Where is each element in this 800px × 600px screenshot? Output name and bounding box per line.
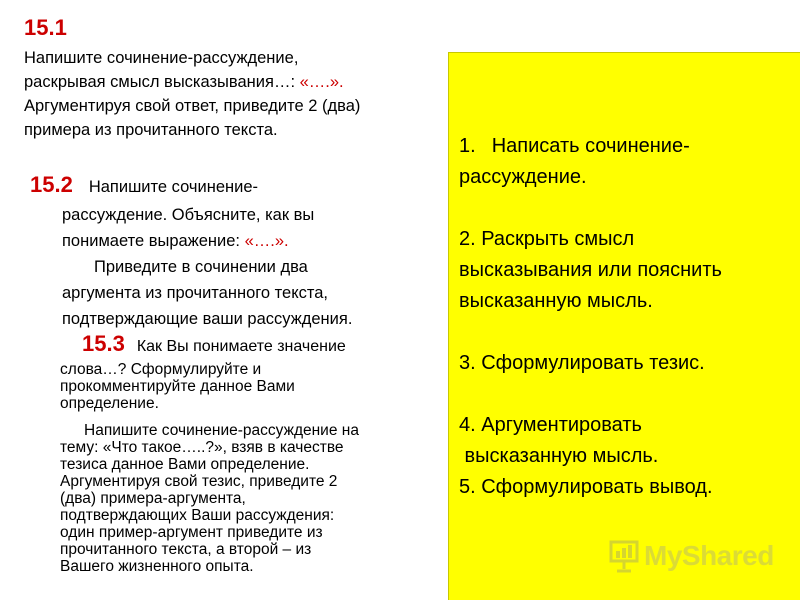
text-line [60, 330, 445, 361]
task-15-1-text [24, 46, 464, 142]
text-line [62, 228, 450, 254]
text-segment: понимаете выражение: [62, 232, 245, 250]
text-segment: Написать сочинение- [491, 135, 690, 157]
plan-list [459, 131, 794, 503]
watermark-text: MyShared [644, 540, 774, 571]
text-line: определение. [60, 395, 159, 412]
text-segment: Напишите сочинение-рассуждение на [84, 422, 359, 439]
text-segment: Как Вы понимаете значение [136, 338, 346, 355]
text-line: высказывания или пояснить [459, 259, 722, 281]
task-number-15-3: 15.3 [82, 331, 125, 356]
task-number-15-2: 15.2 [30, 172, 73, 197]
text-line: Напишите сочинение-рассуждение, [24, 49, 299, 67]
text-line: Вашего жизненного опыта. [60, 558, 254, 575]
item-number: 1. [459, 135, 476, 157]
quote-placeholder: «….». [244, 232, 289, 250]
text-line [24, 70, 464, 94]
presentation-board-icon [608, 539, 640, 573]
task-15-3 [60, 330, 445, 575]
plan-panel [448, 52, 800, 600]
task-number-15-1: 15.1 [24, 15, 67, 40]
text-line: прочитанного текста, а второй – из [60, 541, 312, 558]
plan-item-1 [459, 131, 794, 162]
plan-item-4: 4. Аргументировать [459, 414, 642, 436]
plan-item-5: 5. Сформулировать вывод. [459, 476, 713, 498]
text-line: (два) примера-аргумента, [60, 490, 246, 507]
task-15-2 [30, 170, 450, 332]
text-segment: Приведите в сочинении два [94, 258, 308, 276]
text-line: аргумента из прочитанного текста, [62, 284, 329, 302]
text-line: подтверждающих Ваши рассуждения: [60, 507, 335, 524]
text-line: Аргументируя свой ответ, приведите 2 (два) [24, 97, 361, 115]
text-line: высказанную мысль. [459, 445, 659, 467]
text-segment: Напишите сочинение- [88, 178, 259, 196]
text-line [62, 254, 450, 280]
task-15-2-text [30, 202, 450, 332]
text-line [30, 170, 450, 202]
task-15-3-paragraph-1 [60, 361, 445, 412]
watermark [608, 536, 774, 576]
text-line: высказанную мысль. [459, 290, 653, 312]
text-line: тезиса данное Вами определение. [60, 456, 310, 473]
text-line: подтверждающие ваши рассуждения. [62, 310, 353, 328]
text-line: прокомментируйте данное Вами [60, 378, 295, 395]
text-line: Аргументируя свой тезис, приведите 2 [60, 473, 338, 490]
text-line: рассуждение. Объясните, как вы [62, 206, 315, 224]
text-line [60, 422, 445, 439]
text-line: рассуждение. [459, 166, 587, 188]
task-15-1 [24, 14, 464, 142]
quote-placeholder: «….». [299, 73, 344, 91]
text-line: слова…? Сформулируйте и [60, 361, 262, 378]
task-15-3-paragraph-2 [60, 422, 445, 575]
text-line: примера из прочитанного текста. [24, 121, 278, 139]
text-segment: раскрывая смысл высказывания…: [24, 73, 300, 91]
plan-item-3: 3. Сформулировать тезис. [459, 352, 705, 374]
text-line: один пример-аргумент приведите из [60, 524, 323, 541]
text-line: тему: «Что такое…..?», взяв в качестве [60, 439, 344, 456]
plan-item-2: 2. Раскрыть смысл [459, 228, 635, 250]
